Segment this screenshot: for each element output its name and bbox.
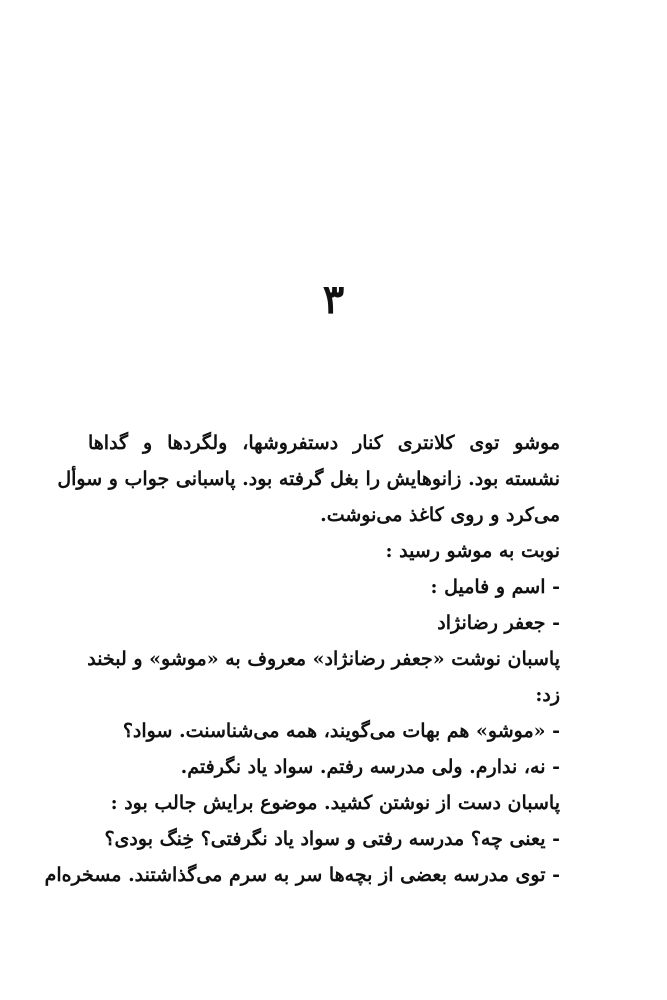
paragraph-line: نوبت به موشو رسید : — [385, 540, 560, 562]
chapter-number: ۳ — [322, 276, 345, 323]
paragraph-line: پاسبان دست از نوشتن کشید. موضوع برایش جالب بود : — [110, 792, 560, 814]
dialogue-line: - جعفر رضانژاد — [437, 612, 560, 634]
dialogue-line: - نه، ندارم. ولی مدرسه رفتم. سواد یاد نگرفتم. — [180, 756, 560, 778]
dialogue-line: - توی مدرسه بعضی از بچه‌ها سر به سرم می‌گذاشتند. مسخره‌ام — [44, 864, 560, 886]
paragraph-line: زد: — [535, 684, 560, 706]
dialogue-line: - «موشو» هم بهات می‌گویند، همه می‌شناسنت. سواد؟ — [122, 720, 560, 742]
dialogue-line: - اسم و فامیل : — [430, 576, 560, 598]
dialogue-line: - یعنی چه؟ مدرسه رفتی و سواد یاد نگرفتی؟ خِنگ بودی؟ — [104, 828, 560, 850]
paragraph-line: پاسبان نوشت «جعفر رضانژاد» معروف به «موشو» و لبخند — [87, 648, 560, 670]
paragraph-line: می‌کرد و روی کاغذ می‌نوشت. — [320, 504, 560, 526]
body-text — [44, 425, 560, 893]
paragraph-line: موشو توی کلانتری کنار دستفروشها، ولگردها و گداها — [88, 432, 560, 454]
paragraph-line: نشسته بود. زانوهایش را بغل گرفته بود. پاسبانی جواب و سوأل — [57, 468, 560, 490]
